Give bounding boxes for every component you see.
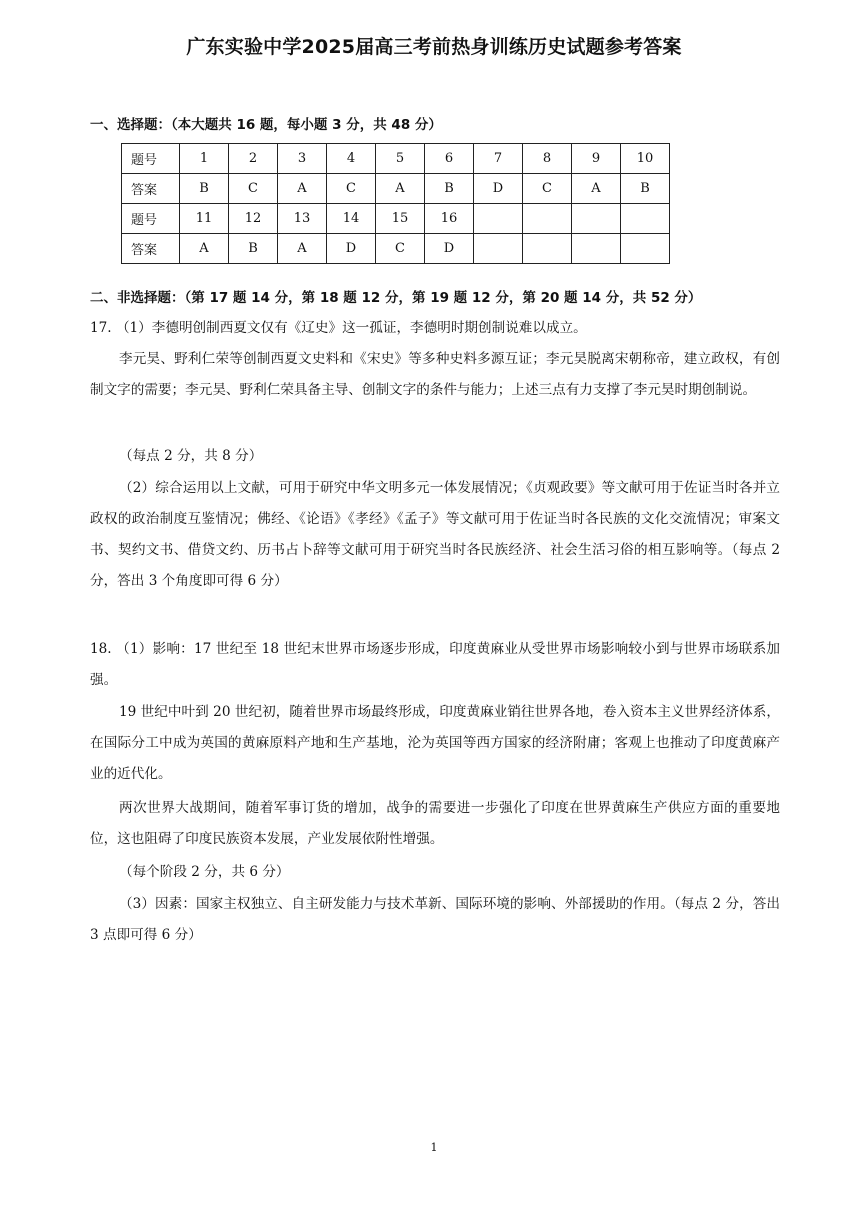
- question-number-cell: 11: [180, 204, 229, 234]
- question-number-cell: 4: [327, 144, 376, 174]
- q18-paragraph-3: 两次世界大战期间，随着军事订货的增加，战争的需要进一步强化了印度在世界黄麻生产供应方面的重要地位，这也阻碍了印度民族资本发展，产业发展依附性增强。: [90, 800, 780, 847]
- answer-cell: C: [327, 174, 376, 204]
- answer-cell: A: [278, 234, 327, 264]
- answer-cell: [474, 234, 523, 264]
- row-label-answer: 答案: [122, 234, 180, 264]
- question-number-cell: 16: [425, 204, 474, 234]
- answer-cell: A: [180, 234, 229, 264]
- question-number-cell: [621, 204, 670, 234]
- question-number-cell: 8: [523, 144, 572, 174]
- row-label-answer: 答案: [122, 174, 180, 204]
- q18-part3: （3）因素：国家主权独立、自主研发能力与技术革新、国际环境的影响、外部援助的作用。（每点 2 分，答出 3 点即可得 6 分）: [90, 896, 780, 943]
- q17-part2: （2）综合运用以上文献，可用于研究中华文明多元一体发展情况；《贞观政要》等文献可用于佐证当时各并立政权的政治制度互鉴情况；佛经、《论语》《孝经》《孟子》等文献可用于佐证当时各民族的文化交流情况；审案文书、契约文书、借贷文约、历书占卜辞等文献可用于研究当时各民族经济、社会生活习俗的相互影响等。（每点 2 分，答出 3 个角度即可得 6 分）: [90, 480, 780, 589]
- question-number-cell: [572, 204, 621, 234]
- answer-table: [121, 143, 670, 264]
- answer-cell: A: [572, 174, 621, 204]
- table-row-answer-2: [122, 234, 670, 264]
- answer-cell: A: [278, 174, 327, 204]
- answer-cell: B: [425, 174, 474, 204]
- q17-score-note: （每点 2 分，共 8 分）: [119, 448, 263, 464]
- question-number-cell: 1: [180, 144, 229, 174]
- q18-part1: 18. （1）影响：17 世纪至 18 世纪末世界市场逐步形成，印度黄麻业从受世界市场影响较小到与世界市场联系加强。: [90, 641, 780, 688]
- section-1-heading: 一、选择题：（本大题共 16 题，每小题 3 分，共 48 分）: [90, 117, 442, 133]
- answer-cell: C: [376, 234, 425, 264]
- question-number-cell: [523, 204, 572, 234]
- answer-cell: [572, 234, 621, 264]
- table-row-answer-1: [122, 174, 670, 204]
- answer-cell: C: [523, 174, 572, 204]
- question-number-cell: 5: [376, 144, 425, 174]
- q17-paragraph-2: 李元昊、野利仁荣等创制西夏文史料和《宋史》等多种史料多源互证；李元昊脱离宋朝称帝，建立政权，有创制文字的需要；李元昊、野利仁荣具备主导、创制文字的条件与能力；上述三点有力支撑了李元昊时期创制说。: [90, 351, 780, 398]
- question-number-cell: 2: [229, 144, 278, 174]
- table-row-question-number-2: [122, 204, 670, 234]
- q17-part1: 17. （1）李德明创制西夏文仅有《辽史》这一孤证，李德明时期创制说难以成立。: [90, 320, 587, 336]
- question-number-cell: 3: [278, 144, 327, 174]
- answer-cell: B: [621, 174, 670, 204]
- answer-cell: [523, 234, 572, 264]
- question-number-cell: 9: [572, 144, 621, 174]
- page-number: 1: [430, 1141, 438, 1154]
- question-number-cell: 7: [474, 144, 523, 174]
- row-label-question-number: 题号: [122, 204, 180, 234]
- document-title: 广东实验中学2025届高三考前热身训练历史试题参考答案: [186, 36, 682, 58]
- table-row-question-number-1: [122, 144, 670, 174]
- q18-score-note: （每个阶段 2 分，共 6 分）: [119, 864, 290, 880]
- answer-cell: D: [474, 174, 523, 204]
- question-number-cell: 13: [278, 204, 327, 234]
- section-2-heading: 二、非选择题：（第 17 题 14 分，第 18 题 12 分，第 19 题 12 分，第 20 题 14 分，共 52 分）: [90, 290, 702, 306]
- q18-paragraph-2: 19 世纪中叶到 20 世纪初，随着世界市场最终形成，印度黄麻业销往世界各地，卷入资本主义世界经济体系，在国际分工中成为英国的黄麻原料产地和生产基地，沦为英国等西方国家的经济附庸；客观上也推动了印度黄麻产业的近代化。: [90, 704, 780, 782]
- question-number-cell: 14: [327, 204, 376, 234]
- answer-cell: B: [180, 174, 229, 204]
- question-number-cell: [474, 204, 523, 234]
- row-label-question-number: 题号: [122, 144, 180, 174]
- answer-cell: B: [229, 234, 278, 264]
- question-number-cell: 12: [229, 204, 278, 234]
- question-number-cell: 15: [376, 204, 425, 234]
- question-number-cell: 6: [425, 144, 474, 174]
- question-number-cell: 10: [621, 144, 670, 174]
- answer-cell: C: [229, 174, 278, 204]
- answer-cell: [621, 234, 670, 264]
- answer-cell: D: [425, 234, 474, 264]
- answer-cell: D: [327, 234, 376, 264]
- answer-cell: A: [376, 174, 425, 204]
